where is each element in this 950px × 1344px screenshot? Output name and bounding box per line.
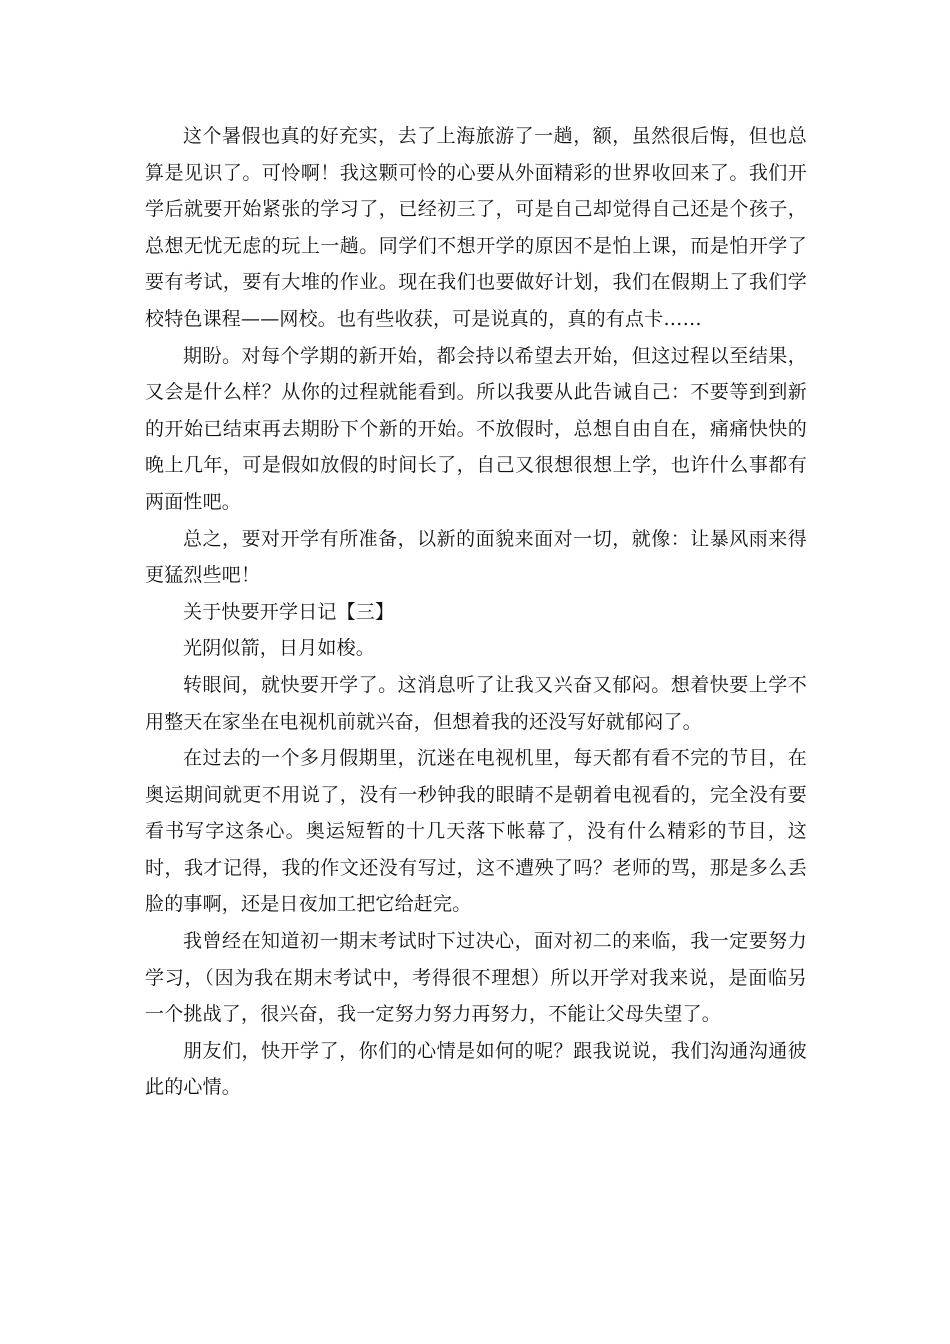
- paragraph-summer-trip: 这个暑假也真的好充实，去了上海旅游了一趟，额，虽然很后悔，但也总算是见识了。可怜啊！我这颗可怜的心要从外面精彩的世界收回来了。我们开学后就要开始紧张的学习了，已经初三了，可是自己却觉得自己还是个孩子，总想无忧无虑的玩上一趟。同学们不想开学的原因不是怕上课，而是怕开学了要有考试，要有大堆的作业。现在我们也要做好计划，我们在假期上了我们学校特色课程——网校。也有些收获，可是说真的，真的有点卡……: [145, 125, 807, 330]
- paragraph-vacation-tv: 在过去的一个多月假期里，沉迷在电视机里，每天都有看不完的节目，在奥运期间就更不用说了，没有一秒钟我的眼睛不是朝着电视看的，完全没有要看书写字这条心。奥运短暂的十几天落下帐幕了，没有什么精彩的节目，这时，我才记得，我的作文还没有写过，这不遭殃了吗？老师的骂，那是多么丢脸的事啊，还是日夜加工把它给赶完。: [145, 747, 807, 916]
- paragraph-resolution: 我曾经在知道初一期末考试时下过决心，面对初二的来临，我一定要努力学习，（因为我在期末考试中，考得很不理想）所以开学对我来说，是面临另一个挑战了，很兴奋，我一定努力努力再努力，不能让父母失望了。: [145, 930, 807, 1026]
- paragraph-expectation: 期盼。对每个学期的新开始，都会持以希望去开始，但这过程以至结果，又会是什么样？从你的过程就能看到。所以我要从此告诫自己：不要等到到新的开始已结束再去期盼下个新的开始。不放假时，总想自由自在，痛痛快快的晚上几年，可是假如放假的时间长了，自己又很想很想上学，也许什么事都有两面性吧。: [145, 344, 807, 513]
- paragraph-friends: 朋友们，快开学了，你们的心情是如何的呢？跟我说说，我们沟通沟通彼此的心情。: [145, 1039, 807, 1099]
- paragraph-conclusion: 总之，要对开学有所准备，以新的面貌来面对一切，就像：让暴风雨来得更猛烈些吧！: [145, 527, 807, 587]
- paragraph-idiom: 光阴似箭，日月如梭。: [183, 637, 376, 660]
- section-heading: 关于快要开学日记【三】: [183, 600, 395, 623]
- document-body: [145, 118, 807, 1106]
- paragraph-school-soon: 转眼间，就快要开学了。这消息听了让我又兴奋又郁闷。想着快要上学不用整天在家坐在电视机前就兴奋，但想着我的还没写好就郁闷了。: [145, 673, 807, 733]
